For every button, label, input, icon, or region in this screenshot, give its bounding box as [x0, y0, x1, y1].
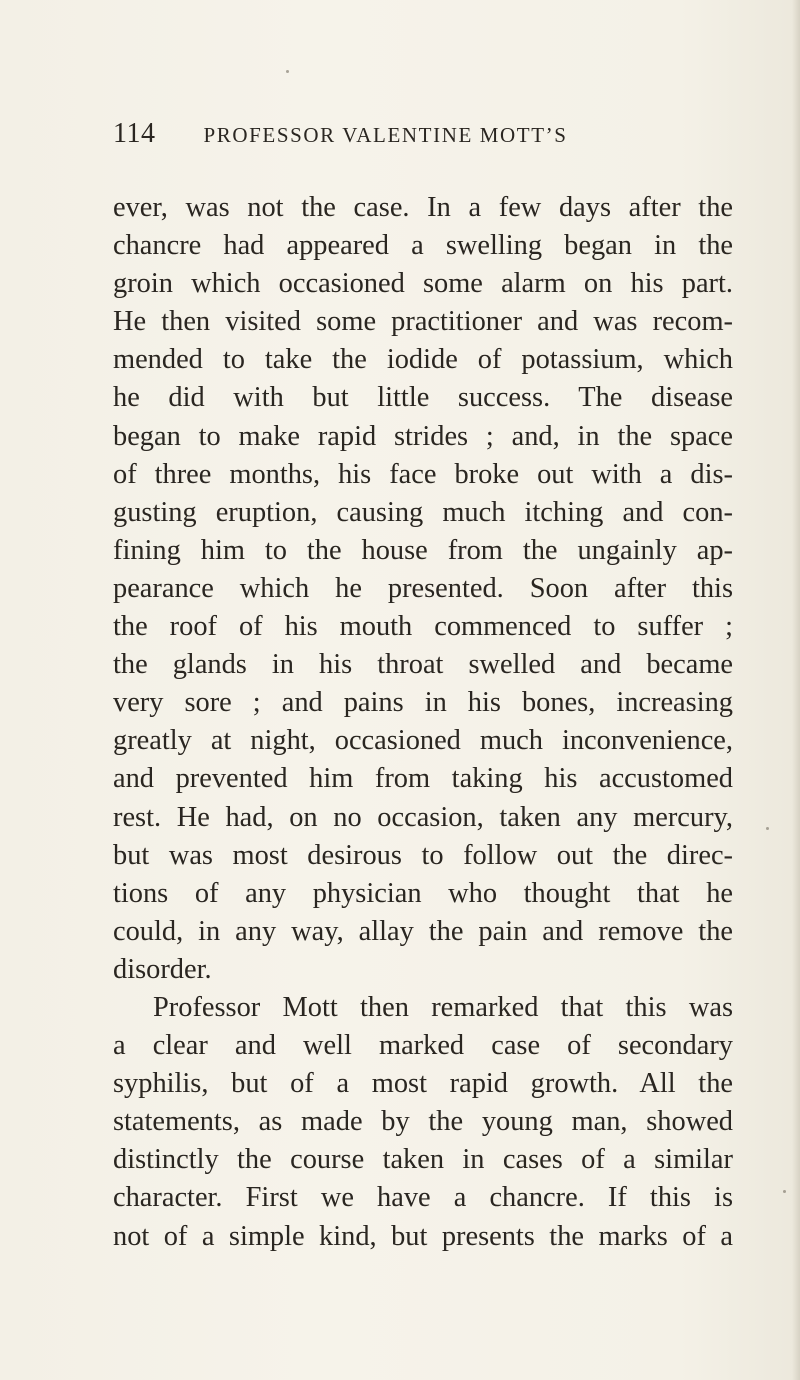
- text-line: but was most desirous to follow out the direc-: [113, 839, 733, 871]
- text-line: he did with but little success. The disease: [113, 382, 733, 414]
- text-line: gusting eruption, causing much itching and con-: [113, 496, 733, 528]
- text-line: rest. He had, on no occasion, taken any mercury,: [113, 801, 733, 833]
- text-line: distinctly the course taken in cases of a similar: [113, 1144, 733, 1176]
- text-line: mended to take the iodide of potassium, which: [113, 344, 733, 376]
- text-line: statements, as made by the young man, showed: [113, 1106, 733, 1138]
- text-line: the glands in his throat swelled and became: [113, 649, 733, 681]
- text-line: a clear and well marked case of secondary: [113, 1030, 733, 1062]
- paragraph-end-line: disorder.: [113, 953, 212, 985]
- paragraph-start-line: Professor Mott then remarked that this was: [153, 991, 733, 1023]
- text-line: groin which occasioned some alarm on his part.: [113, 268, 733, 300]
- text-line: fining him to the house from the ungainly ap-: [113, 534, 733, 566]
- text-line: He then visited some practitioner and was recom-: [113, 306, 733, 338]
- text-line: could, in any way, allay the pain and remove the: [113, 915, 733, 947]
- text-line: greatly at night, occasioned much inconvenience,: [113, 725, 733, 757]
- text-line: not of a simple kind, but presents the marks of a: [113, 1220, 733, 1252]
- running-head-title: PROFESSOR VALENTINE MOTT’S: [203, 123, 568, 147]
- text-line: very sore ; and pains in his bones, increasing: [113, 687, 733, 719]
- text-line: and prevented him from taking his accustomed: [113, 763, 733, 795]
- text-line: chancre had appeared a swelling began in the: [113, 230, 733, 262]
- text-line: of three months, his face broke out with a dis-: [113, 458, 733, 490]
- body-text: [113, 189, 733, 1256]
- paper-speck: [766, 827, 769, 830]
- paper-speck: [783, 1190, 786, 1193]
- text-line: the roof of his mouth commenced to suffer ;: [113, 611, 733, 643]
- text-line: tions of any physician who thought that he: [113, 877, 733, 909]
- text-line: began to make rapid strides ; and, in the space: [113, 420, 733, 452]
- running-head: [113, 118, 673, 158]
- paper-speck: [286, 70, 289, 73]
- text-line: ever, was not the case. In a few days after the: [113, 192, 733, 223]
- page-number: 114: [113, 118, 156, 149]
- text-line: syphilis, but of a most rapid growth. All the: [113, 1068, 733, 1100]
- page-edge-shadow: [792, 0, 800, 1380]
- text-line: pearance which he presented. Soon after this: [113, 572, 733, 604]
- text-line: character. First we have a chancre. If this is: [113, 1182, 733, 1214]
